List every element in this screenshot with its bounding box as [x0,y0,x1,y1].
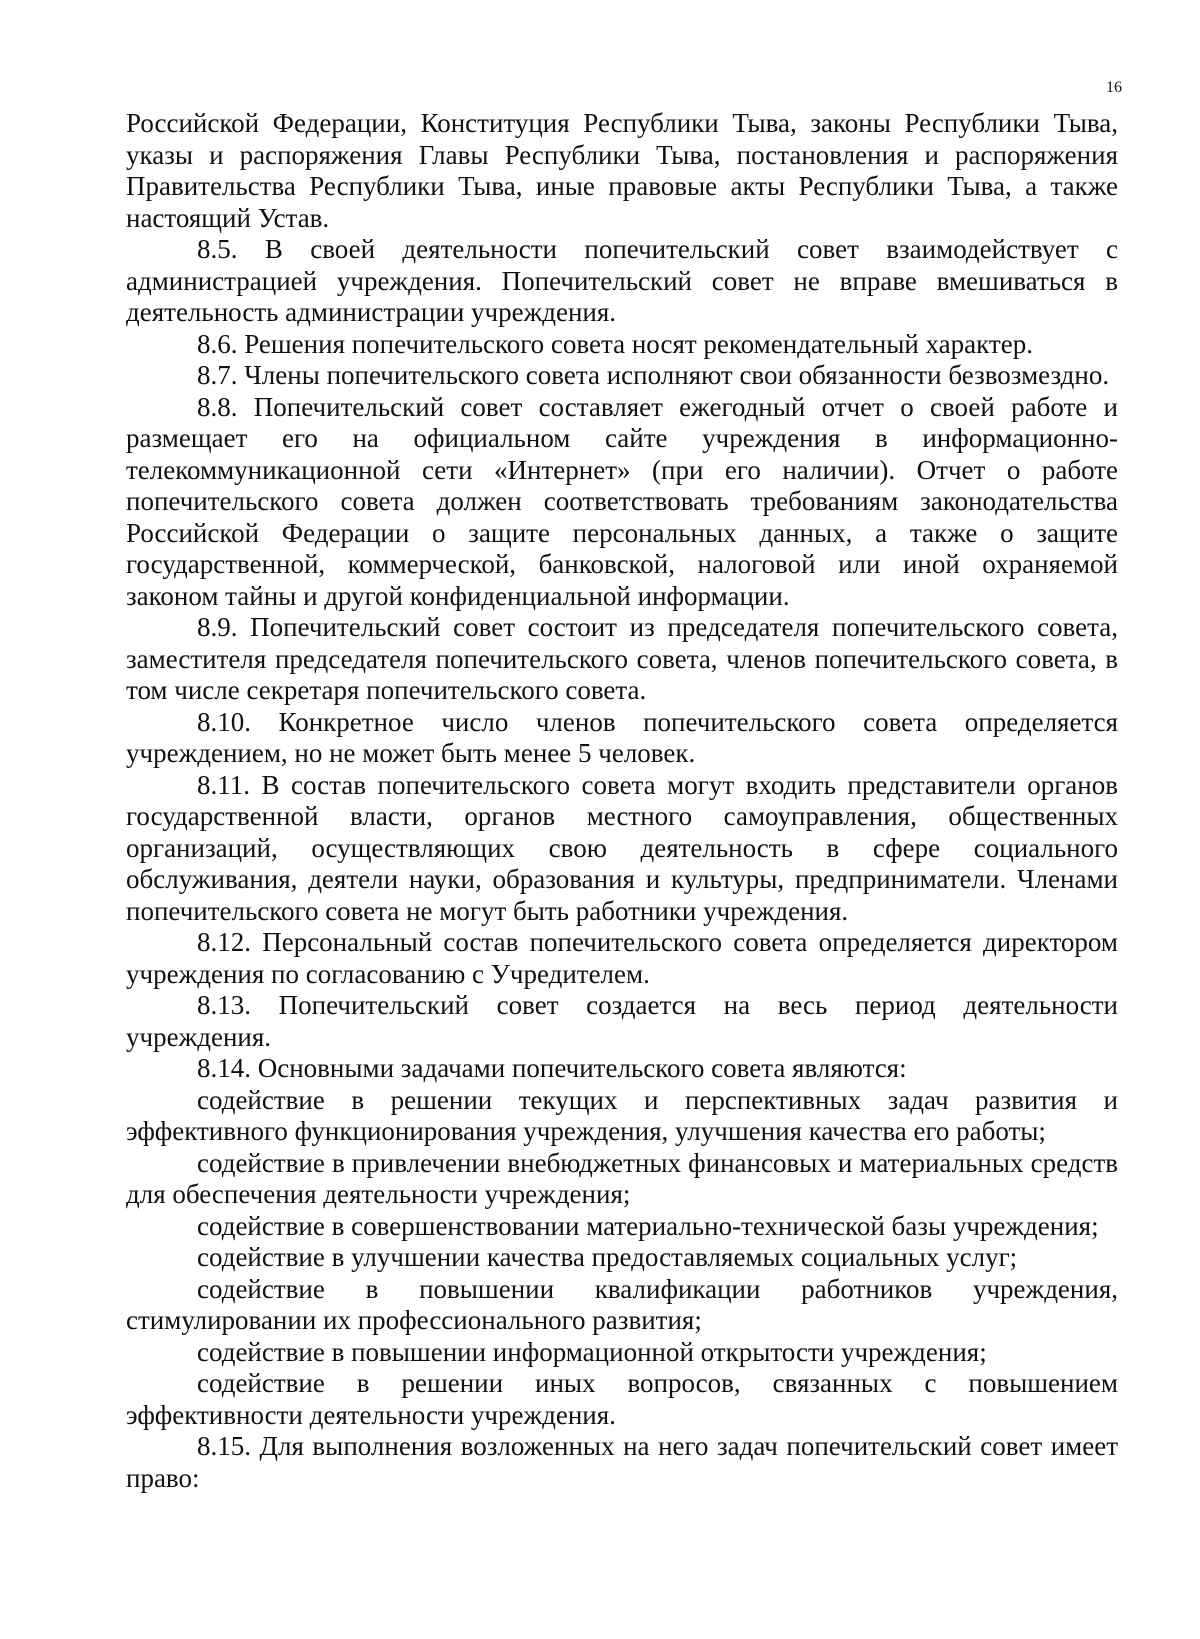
paragraph-8-14: 8.14. Основными задачами попечительского совета являются: [197,1053,907,1083]
task-item: содействие в решении текущих и перспективных задач развития и эффективного функционирования учреждения, улучшения качества его работы; [126,1084,1118,1146]
paragraph-8-6: 8.6. Решения попечительского совета носят рекомендательный характер. [197,328,1033,359]
paragraph-continuation: Российской Федерации, Конституция Республики Тыва, законы Республики Тыва, указы и распоряжения Главы Республики Тыва, постановления и распоряжения Правительства Республики Тыва, иные правовые акты Республики Тыва, а также настоящий Устав. [126,108,1118,233]
paragraph-8-5: 8.5. В своей деятельности попечительский совет взаимодействует с администрацией учреждения. Попечительский совет не вправе вмешиваться в деятельность администрации учреждения. [126,234,1118,327]
task-item: содействие в привлечении внебюджетных финансовых и материальных средств для обеспечения деятельности учреждения; [126,1147,1118,1209]
task-item: содействие в совершенствовании материально-технической базы учреждения; [197,1210,1099,1241]
paragraph-8-13: 8.13. Попечительский совет создается на весь период деятельности учреждения. [126,990,1118,1052]
paragraph-8-7: 8.7. Члены попечительского совета исполняют свои обязанности безвозмездно. [197,360,1110,390]
task-item: содействие в улучшении качества предоставляемых социальных услуг; [197,1242,1018,1272]
task-item: содействие в повышении информационной открытости учреждения; [197,1336,987,1367]
paragraph-8-12: 8.12. Персональный состав попечительского совета определяется директором учреждения по согласованию с Учредителем. [126,927,1118,989]
document-body [126,108,1118,1494]
task-item: содействие в повышении квалификации работников учреждения, стимулировании их профессионального развития; [126,1273,1118,1335]
paragraph-8-9: 8.9. Попечительский совет состоит из председателя попечительского совета, заместителя председателя попечительского совета, членов попечительского совета, в том числе секретаря попечительского совета. [126,612,1118,705]
paragraph-8-10: 8.10. Конкретное число членов попечительского совета определяется учреждением, но не может быть менее 5 человек. [126,706,1118,768]
page-number: 16 [1106,79,1122,96]
paragraph-8-11: 8.11. В состав попечительского совета могут входить представители органов государственной власти, органов местного самоуправления, общественных организаций, осуществляющих свою деятельность в сфере социального обслуживания, деятели науки, образования и культуры, предприниматели. Членами попечительского совета не могут быть работники учреждения. [126,769,1118,926]
paragraph-8-8: 8.8. Попечительский совет составляет ежегодный отчет о своей работе и размещает его на официальном сайте учреждения в информационно-телекоммуникационной сети «Интернет» (при его наличии). Отчет о работе попечительского совета должен соответствовать требованиям законодательства Российской Федерации о защите персональных данных, а также о защите государственной, коммерческой, банковской, налоговой или иной охраняемой законом тайны и другой конфиденциальной информации. [126,391,1118,611]
task-item: содействие в решении иных вопросов, связанных с повышением эффективности деятельности учреждения. [126,1368,1118,1430]
paragraph-8-15: 8.15. Для выполнения возложенных на него задач попечительский совет имеет право: [126,1431,1118,1493]
